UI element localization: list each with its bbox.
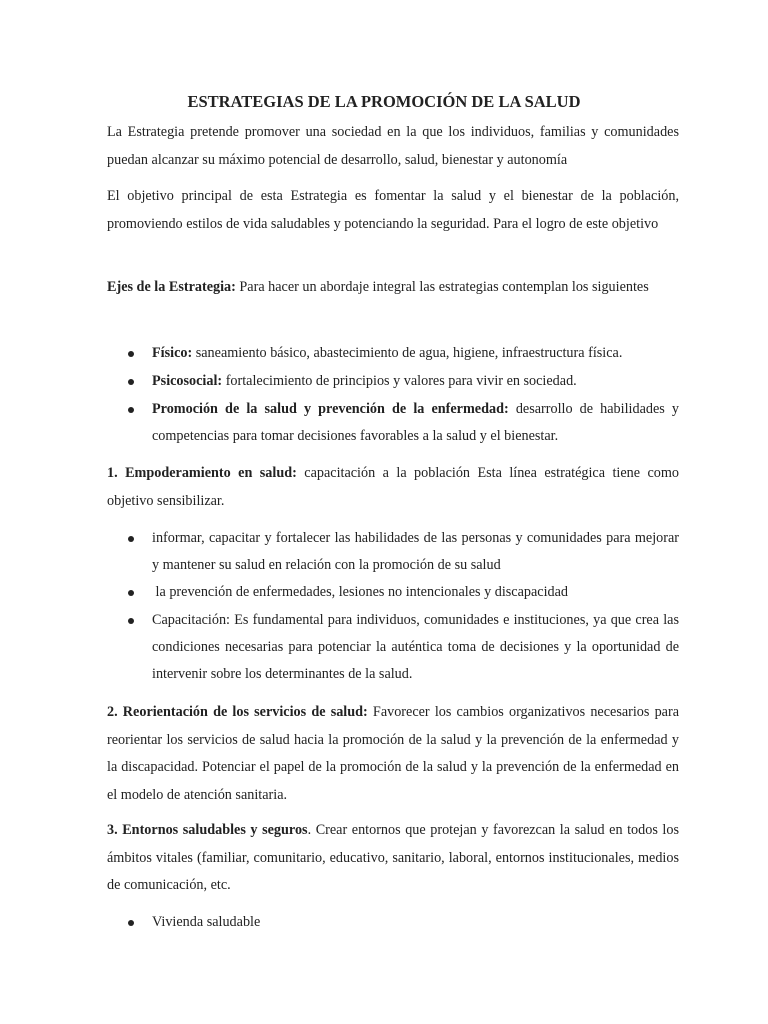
list-item-text: Psicosocial: fortalecimiento de principios y valores para vivir en sociedad. [152, 373, 577, 389]
section-2-label: 2. Reorientación de los servicios de salud: [107, 704, 368, 720]
section-2-paragraph [107, 699, 679, 809]
bullet-icon [128, 379, 134, 385]
axes-text: Para hacer un abordaje integral las estrategias contemplan los siguientes [235, 279, 649, 295]
section-1-paragraph [107, 460, 679, 515]
intro-paragraph: La Estrategia pretende promover una sociedad en la que los individuos, familias y comunidades puedan alcanzar su máximo potencial de desarrollo, salud, bienestar y autonomía [107, 124, 679, 168]
bullet-icon [128, 351, 134, 357]
list-item-text: Promoción de la salud y prevención de la enfermedad: desarrollo de habilidades y competencias para tomar decisiones favorables a la salud y el bienestar. [152, 401, 679, 444]
section-3-paragraph [107, 817, 679, 900]
section-1-text: capacitación a la población Esta línea estratégica tiene como objetivo sensibilizar. [107, 465, 679, 509]
document-title: ESTRATEGIAS DE LA PROMOCIÓN DE LA SALUD [187, 92, 581, 111]
bullet-icon [128, 536, 134, 542]
list-item-text: Vivienda saludable [152, 914, 261, 930]
objective-paragraph: El objetivo principal de esta Estrategia es fomentar la salud y el bienestar de la población, promoviendo estilos de vida saludables y potenciando la seguridad. Para el logro de este objetivo [107, 188, 679, 232]
section-3-label: 3. Entornos saludables y seguros [107, 822, 308, 838]
axes-label: Ejes de la Estrategia: [107, 279, 236, 295]
bullet-icon [128, 920, 134, 926]
bullet-icon [128, 618, 134, 624]
section-2-text: Favorecer los cambios organizativos necesarios para reorientar los servicios de salud hacia la promoción de la salud y la prevención de la enfermedad y la discapacidad. Potenciar el papel de la promoción de la salud y la prevención de la enfermedad en el modelo de atención sanitaria. [107, 704, 679, 803]
section-3-text: . Crear entornos que protejan y favorezcan la salud en todos los ámbitos vitales (familiar, comunitario, educativo, sanitario, laboral, entornos institucionales, medios de comunicación, etc. [107, 822, 679, 893]
list-item-text: informar, capacitar y fortalecer las habilidades de las personas y comunidades para mejorar y mantener su salud en relación con la promoción de su salud [152, 530, 679, 573]
bullet-icon [128, 590, 134, 596]
axes-paragraph [107, 274, 679, 302]
list-item-text: Físico: saneamiento básico, abastecimiento de agua, higiene, infraestructura física. [152, 345, 623, 361]
list-item-text: Capacitación: Es fundamental para individuos, comunidades e instituciones, ya que crea las condiciones necesarias para potenciar la auténtica toma de decisiones y la oportunidad de intervenir sobre los determinantes de la salud. [152, 612, 679, 682]
bullet-icon [128, 407, 134, 413]
list-item-text: la prevención de enfermedades, lesiones no intencionales y discapacidad [152, 584, 569, 600]
section-1-label: 1. Empoderamiento en salud: [107, 465, 297, 481]
